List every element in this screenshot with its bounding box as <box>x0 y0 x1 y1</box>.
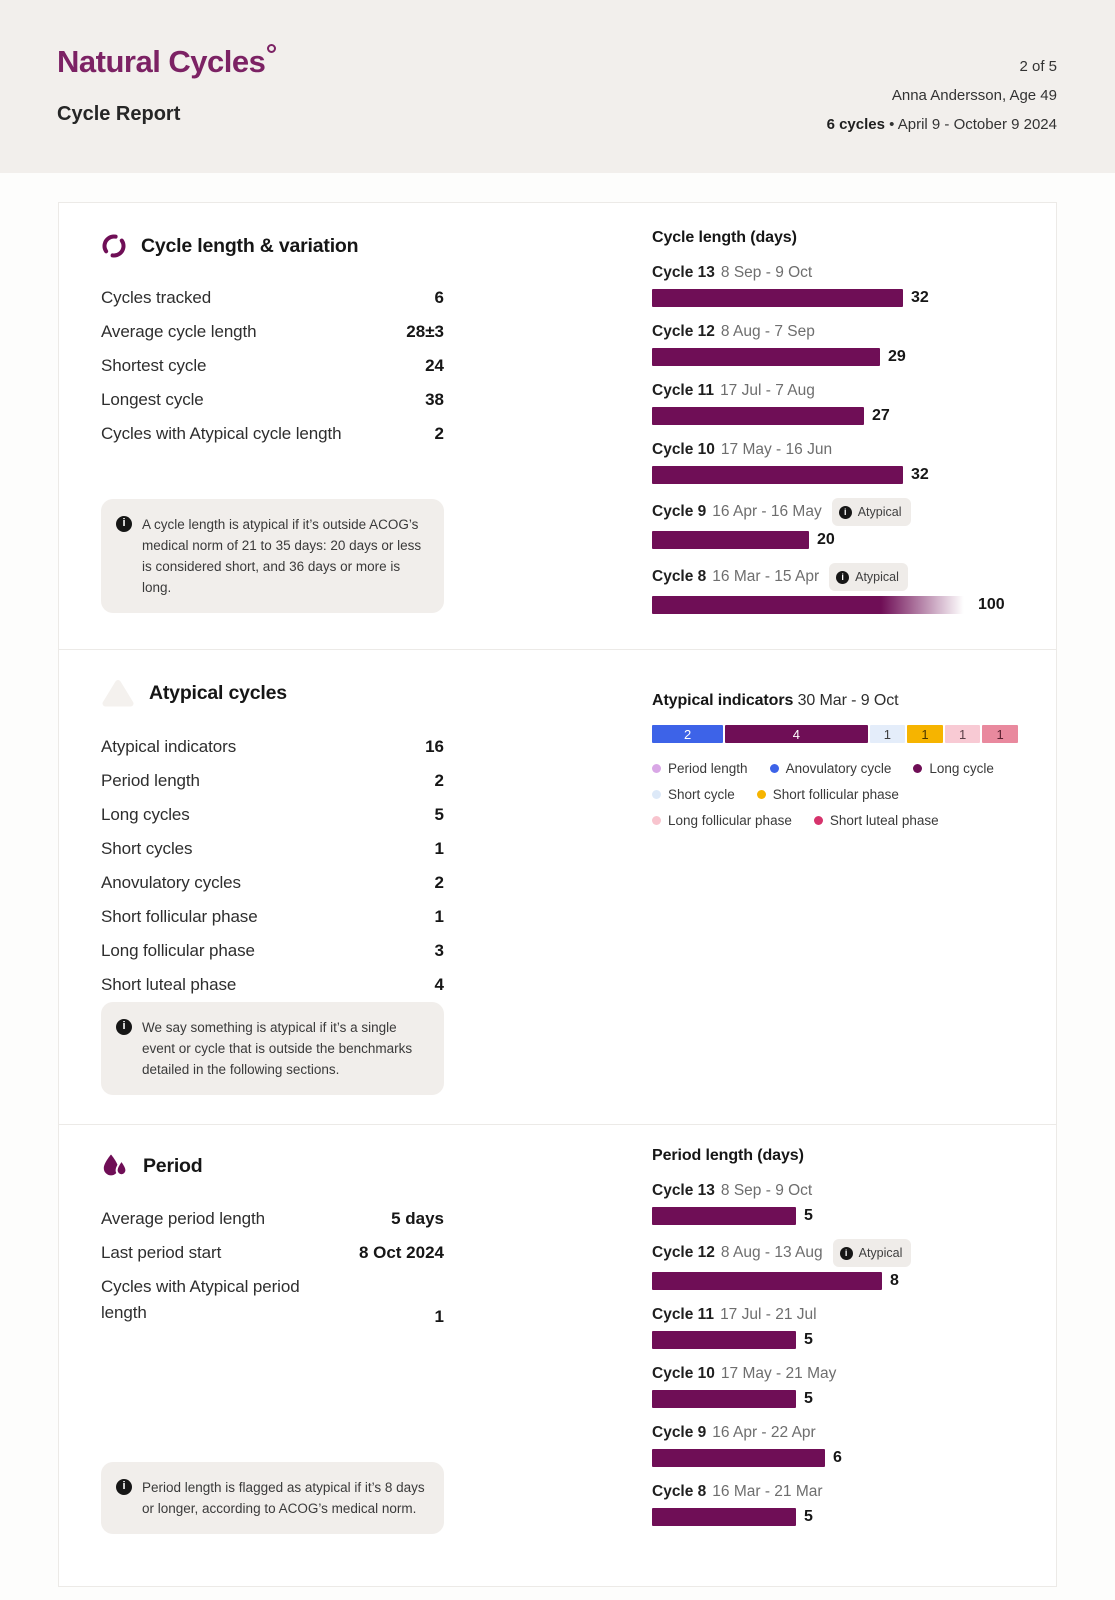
bar-value: 5 <box>804 1207 813 1224</box>
bar-label <box>652 1239 1052 1267</box>
chart-bar-row <box>652 563 1052 614</box>
bar-line <box>652 1331 1052 1349</box>
legend-item <box>652 761 748 776</box>
bar-label <box>652 380 1052 402</box>
stat-row <box>101 349 444 383</box>
chart-bar-row <box>652 1304 1052 1349</box>
bar-label <box>652 321 1052 343</box>
info-icon: i <box>116 1479 132 1495</box>
bar-cycle-name: Cycle 11 <box>652 382 715 399</box>
bar-cycle-name: Cycle 8 <box>652 1483 707 1500</box>
bar-label <box>652 1422 1052 1444</box>
stat-label: Cycles with Atypical period length <box>101 1277 300 1322</box>
bar <box>652 1272 882 1290</box>
bar-label <box>652 1481 1052 1503</box>
stat-value: 4 <box>434 975 444 994</box>
bar-line <box>652 407 1052 425</box>
brand-logo-text: Natural Cycles <box>57 44 266 79</box>
info-icon: i <box>839 506 852 519</box>
bar-label <box>652 563 1052 591</box>
legend-dot <box>757 790 766 799</box>
report-range <box>827 110 1057 139</box>
info-text: We say something is atypical if it’s a single event or cycle that is outside the benchmarks detailed in the following sections. <box>142 1020 413 1078</box>
stat-row <box>101 832 444 866</box>
bar-line <box>652 289 1052 307</box>
stacked-segment: 1 <box>907 725 943 743</box>
legend-item <box>770 761 892 776</box>
stat-row <box>101 798 444 832</box>
stat-label: Shortest cycle <box>101 356 207 375</box>
report-header <box>0 0 1115 173</box>
stat-value: 2 <box>434 771 444 790</box>
atypical-badge-label: Atypical <box>857 505 902 519</box>
stat-row <box>101 1236 444 1270</box>
warning-triangle-icon <box>101 678 135 708</box>
stat-label: Short luteal phase <box>101 975 237 994</box>
legend-label: Period length <box>668 761 748 776</box>
atypical-badge <box>833 1239 912 1267</box>
atypical-badge-label: Atypical <box>855 570 899 584</box>
stat-row <box>101 866 444 900</box>
brand-ring-icon <box>267 44 276 53</box>
legend-row <box>652 813 1052 828</box>
legend-label: Long follicular phase <box>668 813 792 828</box>
section-atypical-cycles <box>59 649 1056 1124</box>
bar-date-range: 16 Apr - 22 Apr <box>712 1424 816 1441</box>
bar-cycle-name: Cycle 9 <box>652 503 707 520</box>
stacked-segment: 2 <box>652 725 723 743</box>
info-text: A cycle length is atypical if it’s outside ACOG’s medical norm of 21 to 35 days: 20 days or less is considered short, and 36 days or more is long. <box>142 516 422 595</box>
stat-value: 5 days <box>391 1209 444 1228</box>
bar-value: 32 <box>911 289 929 306</box>
stat-label: Anovulatory cycles <box>101 873 241 892</box>
bar-date-range: 8 Aug - 7 Sep <box>720 323 815 340</box>
legend-dot <box>913 764 922 773</box>
stat-row <box>101 764 444 798</box>
stat-row <box>101 1202 444 1236</box>
chart-title <box>652 692 1052 710</box>
bar-value: 8 <box>890 1272 899 1289</box>
stat-label: Last period start <box>101 1243 222 1262</box>
bar-line <box>652 1508 1052 1526</box>
bar <box>652 1390 796 1408</box>
chart-bar-row <box>652 1422 1052 1467</box>
stat-row <box>101 968 444 1002</box>
section-cycle-length <box>59 203 1056 649</box>
section-title: Cycle length & variation <box>141 234 359 257</box>
bar-value: 5 <box>804 1508 813 1525</box>
bar-line <box>652 1449 1052 1467</box>
atypical-indicators-bar <box>652 725 1018 743</box>
stat-value: 2 <box>434 424 444 443</box>
stat-value: 5 <box>434 805 444 824</box>
stat-value: 2 <box>434 873 444 892</box>
stat-label: Longest cycle <box>101 390 204 409</box>
cycle-length-stats <box>101 281 444 451</box>
cycles-count: 6 cycles <box>826 116 885 133</box>
bar-line <box>652 1272 1052 1290</box>
bar-line <box>652 466 1052 484</box>
chart-title-bold: Atypical indicators <box>652 692 794 709</box>
info-text: Period length is flagged as atypical if it’s 8 days or longer, according to ACOG’s medical norm. <box>142 1479 425 1516</box>
header-meta <box>827 52 1057 139</box>
stat-label: Short cycles <box>101 839 193 858</box>
bar-cycle-name: Cycle 10 <box>652 1365 715 1382</box>
bar <box>652 466 903 484</box>
date-range: April 9 - October 9 2024 <box>897 116 1057 133</box>
bar-value: 29 <box>888 348 906 365</box>
legend-dot <box>652 790 661 799</box>
stat-label: Average cycle length <box>101 322 257 341</box>
bar-cycle-name: Cycle 12 <box>652 1244 715 1261</box>
section-period <box>59 1124 1056 1586</box>
cycle-loop-icon <box>101 233 127 259</box>
bar-value: 6 <box>833 1449 842 1466</box>
atypical-indicators-legend <box>652 761 1052 828</box>
bar <box>652 348 880 366</box>
bar-date-range: 17 Jul - 21 Jul <box>720 1306 817 1323</box>
stat-value: 8 Oct 2024 <box>358 1243 444 1262</box>
stacked-segment: 1 <box>982 725 1018 743</box>
chart-title-range: 30 Mar - 9 Oct <box>797 692 899 709</box>
bar-value: 5 <box>804 1331 813 1348</box>
chart-bar-row <box>652 1239 1052 1290</box>
legend-label: Long cycle <box>929 761 994 776</box>
legend-row <box>652 787 1052 802</box>
info-note <box>101 499 444 613</box>
bar-date-range: 8 Sep - 9 Oct <box>720 1182 813 1199</box>
chart-bar-row <box>652 321 1052 366</box>
bar-date-range: 8 Sep - 9 Oct <box>720 264 813 281</box>
legend-item <box>652 787 735 802</box>
section-title: Period <box>143 1155 203 1177</box>
stat-label: Cycles tracked <box>101 288 212 307</box>
bar <box>652 1449 825 1467</box>
bar-date-range: 16 Mar - 15 Apr <box>712 568 820 585</box>
bar <box>652 1508 796 1526</box>
stat-value: 1 <box>434 907 444 926</box>
stat-value: 28±3 <box>406 322 444 341</box>
bar-cycle-name: Cycle 11 <box>652 1306 715 1323</box>
period-length-chart <box>652 1180 1052 1526</box>
bar <box>652 1331 796 1349</box>
stat-label: Short follicular phase <box>101 907 258 926</box>
chart-title: Cycle length (days) <box>652 229 797 246</box>
legend-label: Short luteal phase <box>829 813 939 828</box>
bar <box>652 289 903 307</box>
report-card <box>58 202 1057 1587</box>
bar-value: 32 <box>911 466 929 483</box>
atypical-badge <box>829 563 908 591</box>
legend-label: Anovulatory cycle <box>785 761 892 776</box>
atypical-badge-label: Atypical <box>858 1246 903 1260</box>
stacked-segment: 1 <box>870 725 906 743</box>
stacked-segment: 1 <box>945 725 981 743</box>
chart-bar-row <box>652 1481 1052 1526</box>
bar-cycle-name: Cycle 8 <box>652 568 707 585</box>
bar-cycle-name: Cycle 13 <box>652 264 715 281</box>
bar-label <box>652 498 1052 526</box>
info-note <box>101 1002 444 1095</box>
stat-row <box>101 934 444 968</box>
bar-cycle-name: Cycle 13 <box>652 1182 715 1199</box>
bullet-separator: • <box>889 116 895 133</box>
stat-value: 1 <box>434 1307 444 1326</box>
stat-row <box>101 383 444 417</box>
user-info: Anna Andersson, Age 49 <box>891 87 1057 104</box>
chart-bar-row <box>652 1180 1052 1225</box>
stat-value: 38 <box>425 390 444 409</box>
bar-cycle-name: Cycle 10 <box>652 441 715 458</box>
stat-value: 24 <box>425 356 444 375</box>
legend-row <box>652 761 1052 776</box>
stacked-segment: 4 <box>725 725 867 743</box>
report-title: Cycle Report <box>57 103 181 125</box>
bar-line <box>652 531 1052 549</box>
bar-label <box>652 1363 1052 1385</box>
legend-item <box>814 813 939 828</box>
bar-date-range: 8 Aug - 13 Aug <box>720 1244 823 1261</box>
stat-label: Long cycles <box>101 805 190 824</box>
bar <box>652 407 864 425</box>
stat-label: Average period length <box>101 1209 265 1228</box>
stat-value: 16 <box>425 737 444 756</box>
bar-label <box>652 1304 1052 1326</box>
stat-value: 6 <box>434 288 444 307</box>
bar-date-range: 16 Mar - 21 Mar <box>712 1483 823 1500</box>
stat-label: Cycles with Atypical cycle length <box>101 424 342 443</box>
stat-label: Long follicular phase <box>101 941 255 960</box>
chart-bar-row <box>652 380 1052 425</box>
bar <box>652 1207 796 1225</box>
bar <box>652 596 970 614</box>
info-note <box>101 1462 444 1534</box>
bar-date-range: 17 May - 16 Jun <box>720 441 833 458</box>
info-icon: i <box>836 571 849 584</box>
page-indicator: 2 of 5 <box>1019 58 1057 75</box>
bar-line <box>652 596 1052 614</box>
bar-date-range: 17 Jul - 7 Aug <box>720 382 815 399</box>
atypical-badge <box>832 498 911 526</box>
chart-bar-row <box>652 262 1052 307</box>
legend-label: Short cycle <box>668 787 735 802</box>
legend-dot <box>652 816 661 825</box>
bar-label <box>652 1180 1052 1202</box>
atypical-cycles-stats <box>101 730 444 1002</box>
bar-cycle-name: Cycle 12 <box>652 323 715 340</box>
info-icon: i <box>840 1247 853 1260</box>
stat-label: Atypical indicators <box>101 737 237 756</box>
period-drops-icon <box>101 1153 129 1180</box>
stat-row <box>101 730 444 764</box>
stat-label: Period length <box>101 771 200 790</box>
bar <box>652 531 809 549</box>
chart-bar-row <box>652 498 1052 549</box>
bar-line <box>652 1390 1052 1408</box>
legend-item <box>757 787 899 802</box>
stat-row <box>101 900 444 934</box>
bar-value: 27 <box>872 407 890 424</box>
stat-value: 1 <box>434 839 444 858</box>
period-stats <box>101 1202 444 1330</box>
legend-dot <box>814 816 823 825</box>
section-title: Atypical cycles <box>149 681 287 704</box>
chart-bar-row <box>652 1363 1052 1408</box>
stat-row <box>101 315 444 349</box>
bar-line <box>652 1207 1052 1225</box>
bar-cycle-name: Cycle 9 <box>652 1424 707 1441</box>
bar-date-range: 16 Apr - 16 May <box>712 503 822 520</box>
legend-item <box>913 761 994 776</box>
legend-label: Short follicular phase <box>772 787 899 802</box>
bar-date-range: 17 May - 21 May <box>720 1365 837 1382</box>
bar-value: 20 <box>817 531 835 548</box>
bar-value: 100 <box>978 596 1005 613</box>
stat-row <box>101 281 444 315</box>
stat-row <box>101 1270 444 1330</box>
info-icon: i <box>116 516 132 532</box>
bar-label <box>652 439 1052 461</box>
stat-value: 3 <box>434 941 444 960</box>
legend-item <box>652 813 792 828</box>
bar-value: 5 <box>804 1390 813 1407</box>
legend-dot <box>652 764 661 773</box>
stat-row <box>101 417 444 451</box>
legend-dot <box>770 764 779 773</box>
bar-label <box>652 262 1052 284</box>
chart-bar-row <box>652 439 1052 484</box>
cycle-length-chart <box>652 262 1052 614</box>
info-icon: i <box>116 1019 132 1035</box>
bar-line <box>652 348 1052 366</box>
chart-title: Period length (days) <box>652 1147 804 1164</box>
